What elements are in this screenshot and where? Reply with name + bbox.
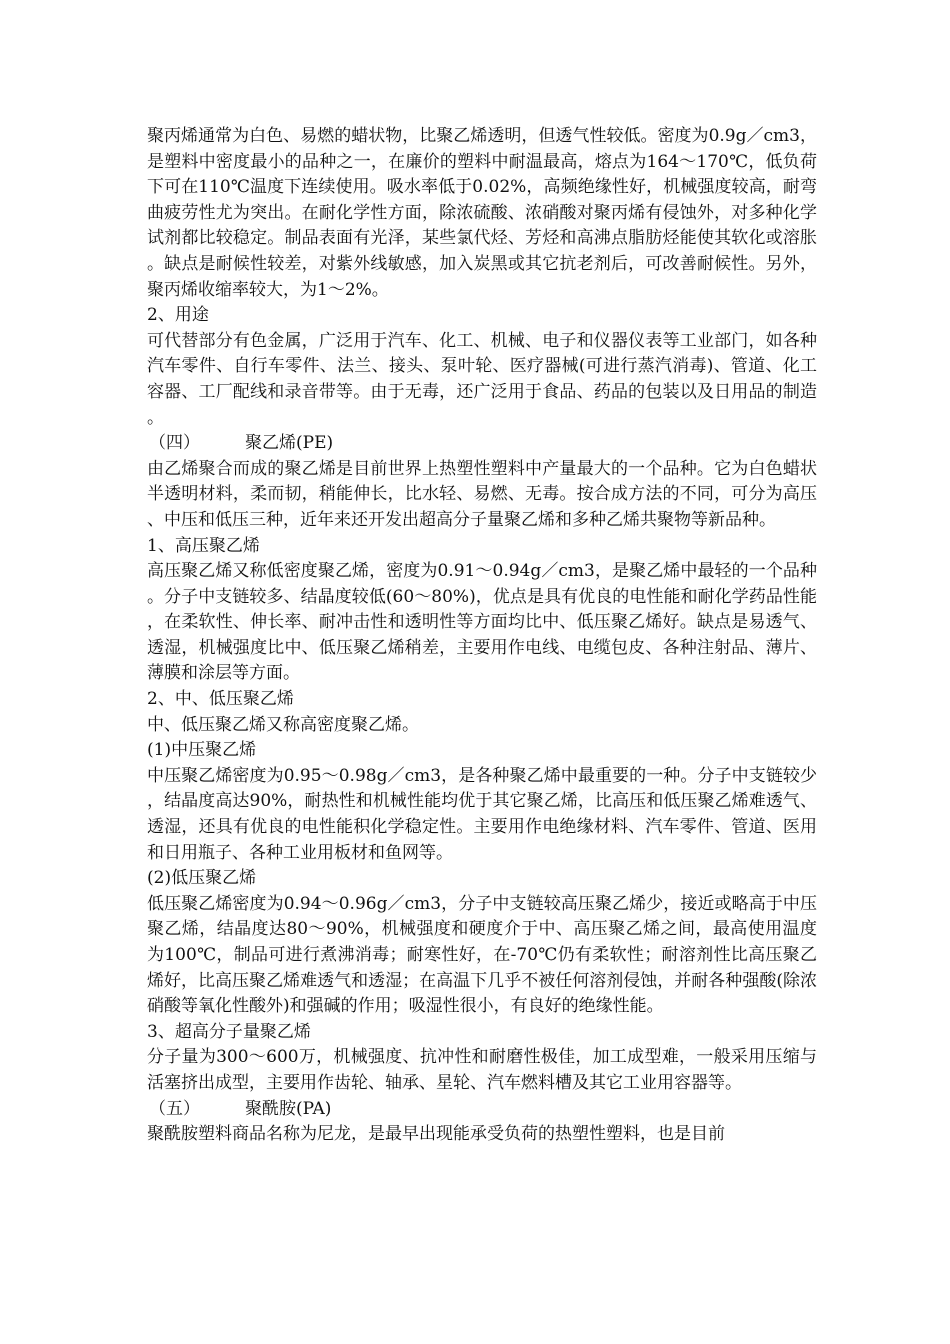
paragraph-uhmw-pe: 分子量为300～600万，机械强度、抗冲性和耐磨性极佳，加工成型难，一般采用压缩与活塞挤出成型，主要用作齿轮、轴承、星轮、汽车燃料槽及其它工业用容器等。 — [147, 1047, 817, 1093]
section-title: 聚酰胺(PA) — [245, 1098, 332, 1119]
paragraph-polypropylene-properties: 聚丙烯通常为白色、易燃的蜡状物，比聚乙烯透明，但透气性较低。密度为0.9g／cm3，是塑料中密度最小的品种之一，在廉价的塑料中耐温最高，熔点为164～170℃，低负荷下可在110℃温度下连续使用。吸水率低于0.02%，高频绝缘性好，机械强度较高，耐弯曲疲劳性尤为突出。在耐化学性方面，除浓硫酸、浓硝酸对聚丙烯有侵蚀外，对多种化学试剂都比较稳定。制品表面有光泽，某些氯代烃、芳烃和高沸点脂肪烃能使其软化或溶胀。缺点是耐候性较差，对紫外线敏感，加入炭黑或其它抗老剂后，可改善耐候性。另外，聚丙烯收缩率较大，为1～2%。 — [147, 126, 817, 300]
heading-uhmw-pe: 3、超高分子量聚乙烯 — [147, 1021, 311, 1042]
paragraph-medium-pressure-pe: 中压聚乙烯密度为0.95～0.98g／cm3，是各种聚乙烯中最重要的一种。分子中支链较少，结晶度高达90%，耐热性和机械性能均优于其它聚乙烯，比高压和低压聚乙烯难透气、透湿，还具有优良的电性能积化学稳定性。主要用作电绝缘材料、汽车零件、管道、医用和日用瓶子、各种工业用板材和鱼网等。 — [147, 765, 817, 863]
section-heading-pe — [147, 431, 817, 457]
section-number: （五） — [149, 1098, 200, 1119]
paragraph-pe-intro: 由乙烯聚合而成的聚乙烯是目前世界上热塑性塑料中产量最大的一个品种。它为白色蜡状半透明材料，柔而韧，稍能伸长，比水轻、易燃、无毒。按合成方法的不同，可分为高压、中压和低压三种，近年来还开发出超高分子量聚乙烯和多种乙烯共聚物等新品种。 — [147, 458, 817, 530]
section-heading-pa — [147, 1097, 817, 1123]
heading-medium-pressure-pe: (1)中压聚乙烯 — [147, 740, 257, 761]
section-number: （四） — [149, 433, 200, 454]
paragraph-high-pressure-pe: 高压聚乙烯又称低密度聚乙烯，密度为0.91～0.94g／cm3，是聚乙烯中最轻的一个品种。分子中支链较多、结晶度较低(60～80%)，优点是具有优良的电性能和耐化学药品性能，在柔软性、伸长率、耐冲击性和透明性等方面均比中、低压聚乙烯好。缺点是易透气、透湿，机械强度比中、低压聚乙烯稍差，主要用作电线、电缆包皮、各种注射品、薄片、薄膜和涂层等方面。 — [147, 561, 817, 684]
line-medium-low-pressure-pe-alias: 中、低压聚乙烯又称高密度聚乙烯。 — [147, 714, 419, 735]
heading-high-pressure-pe: 1、高压聚乙烯 — [147, 535, 260, 556]
heading-medium-low-pressure-pe: 2、中、低压聚乙烯 — [147, 689, 294, 710]
paragraph-polypropylene-uses: 可代替部分有色金属，广泛用于汽车、化工、机械、电子和仪器仪表等工业部门，如各种汽车零件、自行车零件、法兰、接头、泵叶轮、医疗器械(可进行蒸汽消毒)、管道、化工容器、工厂配线和录音带等。由于无毒，还广泛用于食品、药品的包装以及日用品的制造。 — [147, 330, 817, 428]
heading-low-pressure-pe: (2)低压聚乙烯 — [147, 868, 257, 889]
section-title: 聚乙烯(PE) — [245, 433, 334, 454]
paragraph-low-pressure-pe: 低压聚乙烯密度为0.94～0.96g／cm3，分子中支链较高压聚乙烯少，接近或略高于中压聚乙烯，结晶度达80～90%，机械强度和硬度介于中、高压聚乙烯之间，最高使用温度为100℃，制品可进行煮沸消毒；耐寒性好，在-70℃仍有柔软性；耐溶剂性比高压聚乙烯好，比高压聚乙烯难透气和透湿；在高温下几乎不被任何溶剂侵蚀，并耐各种强酸(除浓硝酸等氧化性酸外)和强碱的作用；吸湿性很小，有良好的绝缘性能。 — [147, 893, 817, 1017]
heading-uses: 2、用途 — [147, 305, 209, 326]
paragraph-pa-intro: 聚酰胺塑料商品名称为尼龙，是最早出现能承受负荷的热塑性塑料，也是目前 — [147, 1124, 725, 1145]
document-body — [147, 124, 817, 1148]
